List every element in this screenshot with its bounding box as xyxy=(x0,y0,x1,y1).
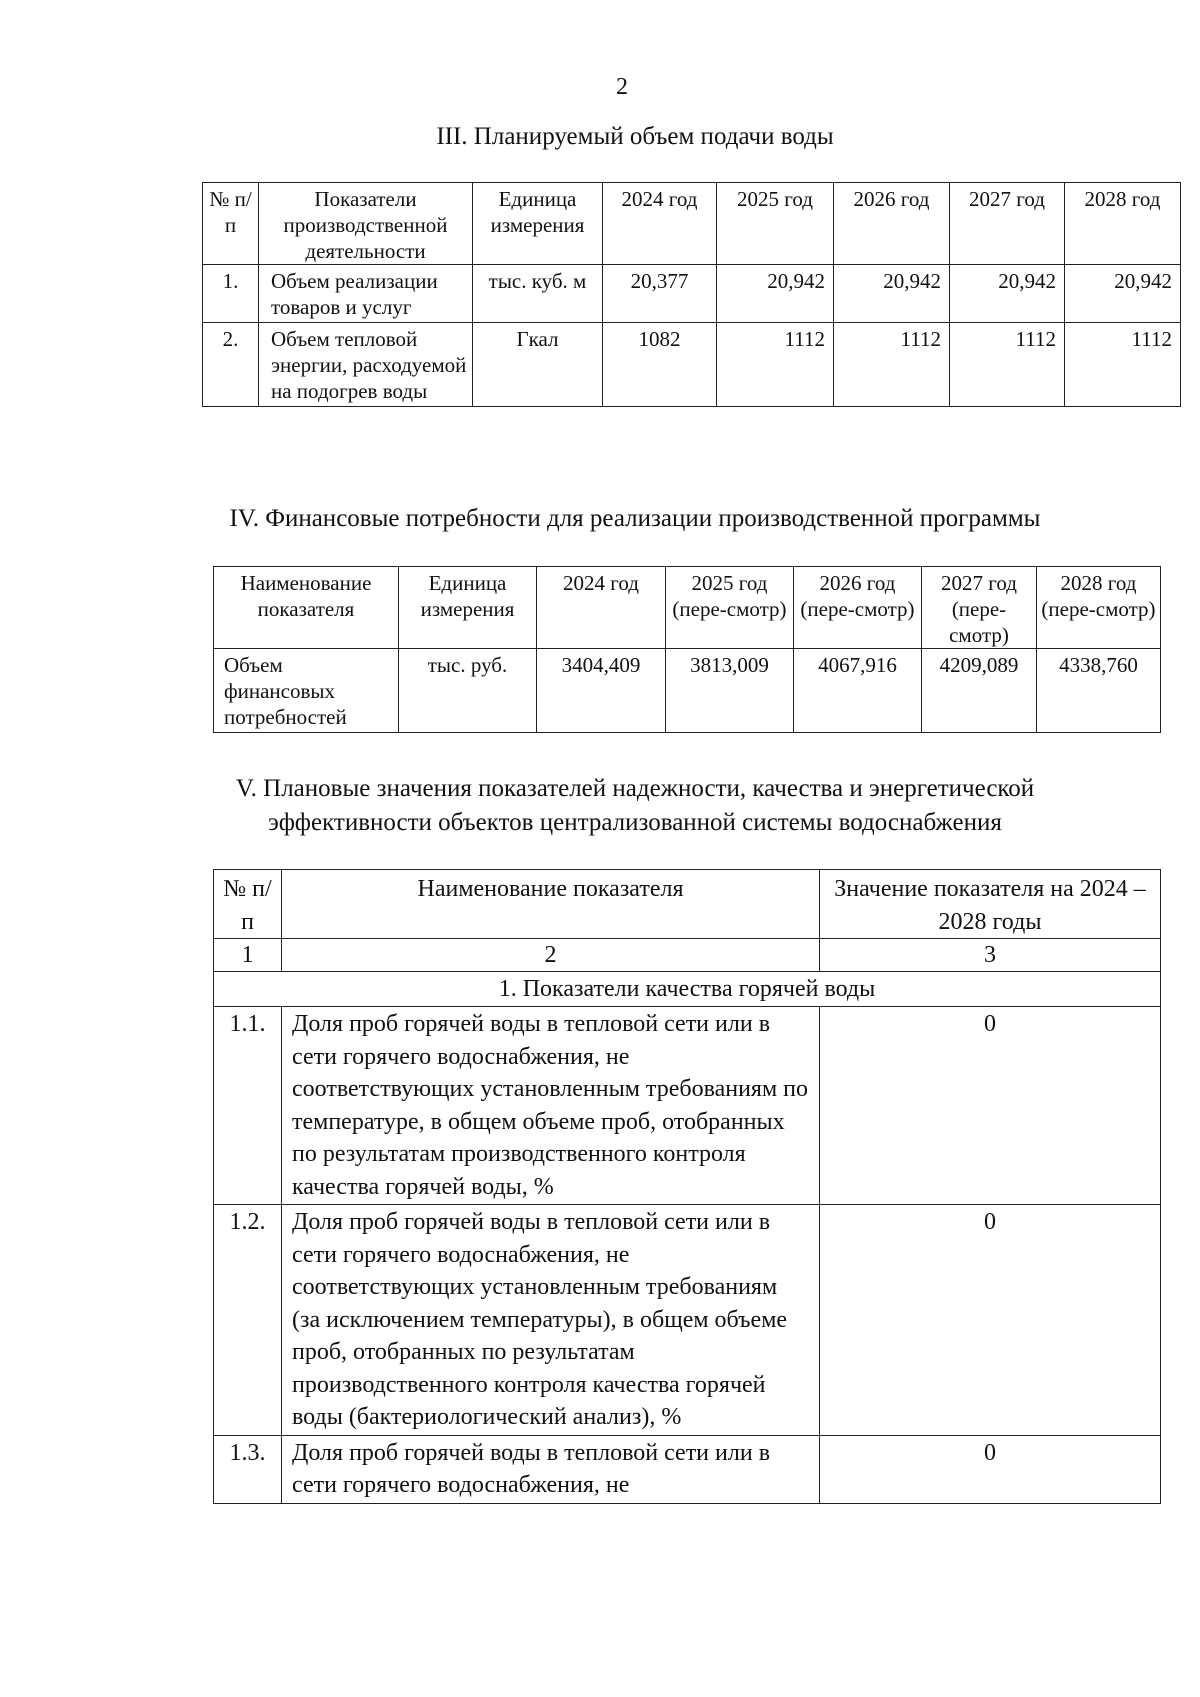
reliability-indicators-table xyxy=(213,869,1161,1504)
water-supply-volume-table xyxy=(202,182,1181,407)
value-cell: 3813,009 xyxy=(666,649,794,733)
indicator-name: Доля проб горячей воды в тепловой сети или в сети горячего водоснабжения, не xyxy=(282,1435,820,1503)
value-cell: 20,942 xyxy=(950,265,1065,323)
section-4-title: IV. Финансовые потребности для реализации производственной программы xyxy=(229,505,1041,532)
column-header: 2027 год (пере-смотр) xyxy=(922,567,1037,649)
unit: Гкал xyxy=(473,323,603,407)
unit: тыс. руб. xyxy=(399,649,537,733)
table-header-row xyxy=(203,183,1181,265)
column-header: Единица измерения xyxy=(399,567,537,649)
section-5-title-line-1: V. Плановые значения показателей надежности, качества и энергетической xyxy=(235,775,1035,802)
value-cell: 3404,409 xyxy=(537,649,666,733)
table-row xyxy=(214,649,1161,733)
column-header: Значение показателя на 2024 – 2028 годы xyxy=(820,870,1161,939)
value-cell: 1112 xyxy=(950,323,1065,407)
row-number: 1. xyxy=(203,265,259,323)
indicator-name: Объем тепловой энергии, расходуемой на подогрев воды xyxy=(259,323,473,407)
column-header: № п/п xyxy=(203,183,259,265)
column-header: Наименование показателя xyxy=(282,870,820,939)
column-header: 2028 год (пере-смотр) xyxy=(1037,567,1161,649)
group-title: 1. Показатели качества горячей воды xyxy=(214,972,1161,1007)
column-header: 2024 год xyxy=(603,183,717,265)
column-header: 2026 год xyxy=(834,183,950,265)
value-cell: 4338,760 xyxy=(1037,649,1161,733)
value-cell: 20,942 xyxy=(1065,265,1181,323)
column-header: Наименование показателя xyxy=(214,567,399,649)
indicator-value: 0 xyxy=(820,1007,1161,1205)
table-header-row xyxy=(214,870,1161,939)
value-cell: 1112 xyxy=(1065,323,1181,407)
section-5-title-line-2: эффективности объектов централизованной системы водоснабжения xyxy=(268,809,1002,836)
column-number: 3 xyxy=(820,939,1161,972)
column-number: 1 xyxy=(214,939,282,972)
indicator-name: Объем финансовых потребностей xyxy=(214,649,399,733)
column-header: Показатели производственной деятельности xyxy=(259,183,473,265)
value-cell: 4209,089 xyxy=(922,649,1037,733)
value-cell: 20,942 xyxy=(834,265,950,323)
value-cell: 1112 xyxy=(717,323,834,407)
page-number: 2 xyxy=(616,74,628,100)
table-row xyxy=(214,1205,1161,1436)
financial-needs-table xyxy=(213,566,1161,733)
group-header-row xyxy=(214,972,1161,1007)
unit: тыс. куб. м xyxy=(473,265,603,323)
column-header: 2027 год xyxy=(950,183,1065,265)
column-header: Единица измерения xyxy=(473,183,603,265)
value-cell: 1082 xyxy=(603,323,717,407)
column-header: 2026 год (пере-смотр) xyxy=(794,567,922,649)
row-number: 1.3. xyxy=(214,1435,282,1503)
value-cell: 4067,916 xyxy=(794,649,922,733)
indicator-name: Объем реализации товаров и услуг xyxy=(259,265,473,323)
table-row xyxy=(214,1435,1161,1503)
row-number: 2. xyxy=(203,323,259,407)
column-header: 2024 год xyxy=(537,567,666,649)
value-cell: 1112 xyxy=(834,323,950,407)
indicator-name: Доля проб горячей воды в тепловой сети или в сети горячего водоснабжения, не соответствующих установленным требованиям (за исключением температуры), в общем объеме проб, отобранных по результатам производственного контроля качества горячей воды (бактериологический анализ), % xyxy=(282,1205,820,1436)
indicator-value: 0 xyxy=(820,1205,1161,1436)
column-header: № п/п xyxy=(214,870,282,939)
table-row xyxy=(214,1007,1161,1205)
indicator-name: Доля проб горячей воды в тепловой сети или в сети горячего водоснабжения, не соответствующих установленным требованиям по температуре, в общем объеме проб, отобранных по результатам производственного контроля качества горячей воды, % xyxy=(282,1007,820,1205)
column-number: 2 xyxy=(282,939,820,972)
table-row xyxy=(203,323,1181,407)
column-header: 2028 год xyxy=(1065,183,1181,265)
indicator-value: 0 xyxy=(820,1435,1161,1503)
table-header-row xyxy=(214,567,1161,649)
column-header: 2025 год xyxy=(717,183,834,265)
value-cell: 20,942 xyxy=(717,265,834,323)
row-number: 1.2. xyxy=(214,1205,282,1436)
value-cell: 20,377 xyxy=(603,265,717,323)
column-number-row xyxy=(214,939,1161,972)
section-3-title: III. Планируемый объем подачи воды xyxy=(436,123,834,150)
section-5-title xyxy=(35,772,1200,840)
row-number: 1.1. xyxy=(214,1007,282,1205)
column-header: 2025 год (пере-смотр) xyxy=(666,567,794,649)
table-row xyxy=(203,265,1181,323)
